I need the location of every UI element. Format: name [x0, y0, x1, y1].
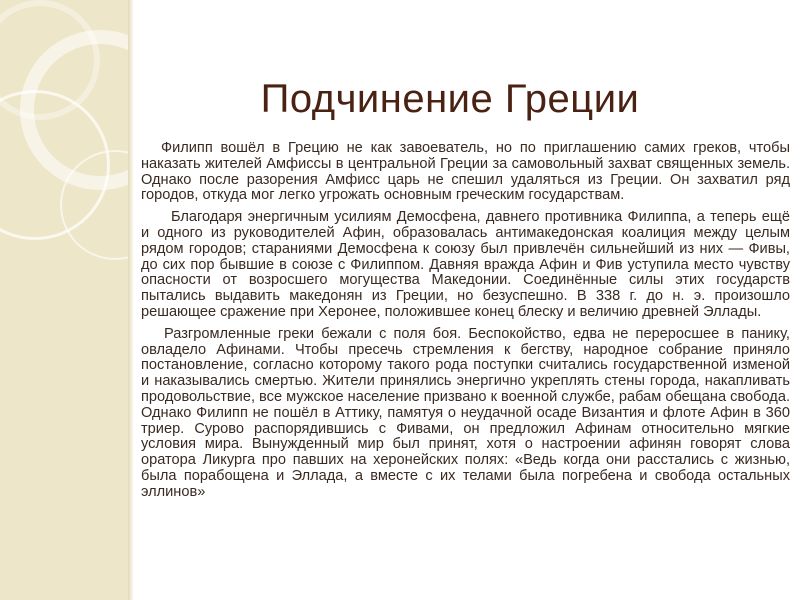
paragraph-2: Благодаря энергичным усилиям Демосфена, давнего противника Филиппа, а теперь ещё и одного из руководителей Афин, образовалась антимакедонская коалиция между целым рядом городов; стараниями Демосфена к союзу был привлечён сильнейший из них — Фивы, до сих пор бывшие в союзе с Филиппом. Давняя вражда Афин и Фив уступила место чувству опасности от возросшего могущества Македонии. Соединённые силы этих государств пытались выдавить македонян из Греции, но безуспешно. В 338 г. до н. э. произошло решающее сражение при Херонее, положившее конец блеску и величию древней Эллады.	[141, 209, 790, 320]
decorative-band-edge	[128, 0, 134, 600]
paragraph-1: Филипп вошёл в Грецию не как завоеватель, но по приглашению самих греков, чтобы наказать жителей Амфиссы в центральной Греции за самовольный захват священных земель. Однако после разорения Амфисс царь не спешил удаляться из Греции. Он захватил ряд городов, откуда мог легко угрожать основным греческим государствам.	[141, 140, 790, 204]
slide-body	[141, 141, 790, 501]
decorative-side-band	[0, 0, 128, 600]
slide-title: Подчинение Греции	[260, 76, 640, 121]
paragraph-3: Разгромленные греки бежали с поля боя. Беспокойство, едва не переросшее в панику, овладело Афинами. Чтобы пресечь стремления к бегству, народное собрание приняло постановление, согласно которому такого рода поступки считались государственной изменой и наказывались смертью. Жители принялись энергично укреплять стены города, накапливать продовольствие, все мужское население призвано к военной службе, рабам обещана свобода. Однако Филипп не пошёл в Аттику, памятуя о неудачной осаде Византия и флоте Афин в 360 триер. Сурово распорядившись с Фивами, он предложил Афинам относительно мягкие условия мира. Вынужденный мир был принят, хотя о настроении афинян говорят слова оратора Ликурга про павших на херонейских полях: «Ведь когда они расстались с жизнью, была порабощена и Эллада, а вместе с их телами была погребена и свобода остальных эллинов»	[141, 325, 790, 500]
